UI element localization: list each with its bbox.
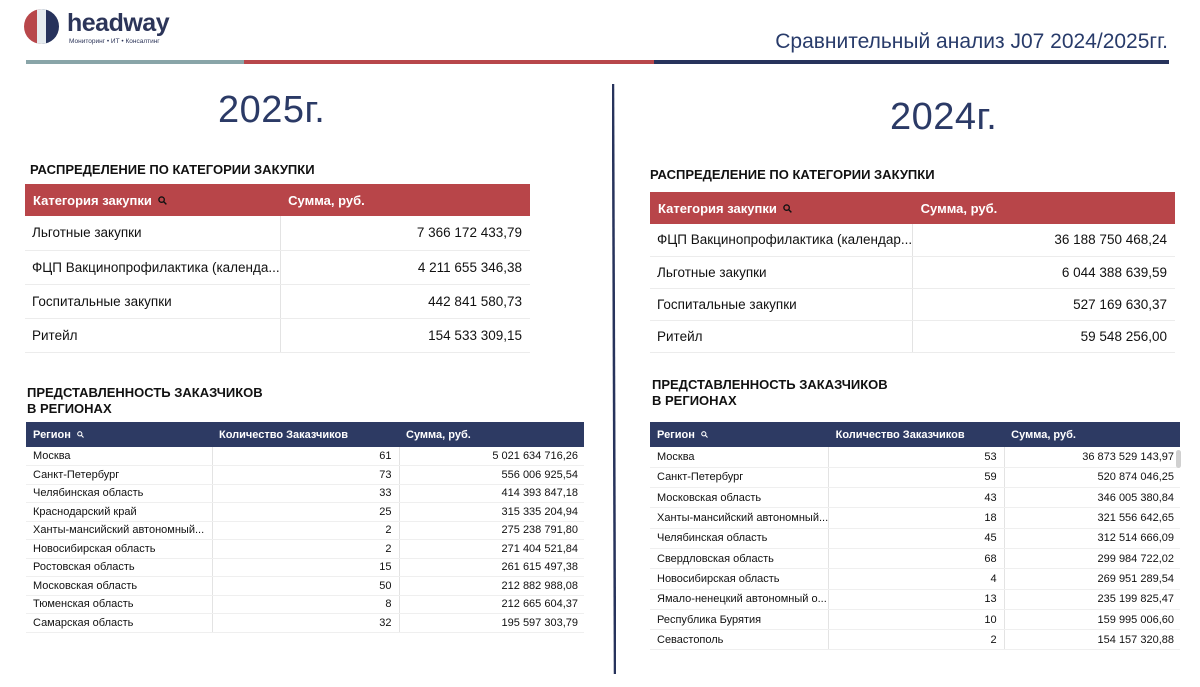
region-count: 59 bbox=[829, 467, 1005, 487]
category-sum: 4 211 655 346,38 bbox=[280, 250, 530, 284]
table-row[interactable] bbox=[26, 503, 584, 522]
search-icon[interactable] bbox=[701, 431, 708, 438]
category-table-2024 bbox=[650, 192, 1175, 353]
table-row[interactable] bbox=[650, 288, 1175, 320]
region-count: 13 bbox=[829, 589, 1005, 609]
region-sum: 212 665 604,37 bbox=[399, 595, 584, 614]
category-name: ФЦП Вакцинопрофилактика (календа... bbox=[25, 250, 280, 284]
table-row[interactable] bbox=[650, 224, 1175, 256]
region-table-header bbox=[650, 422, 1180, 447]
category-section-title-2025: РАСПРЕДЕЛЕНИЕ ПО КАТЕГОРИИ ЗАКУПКИ bbox=[30, 162, 315, 177]
year-heading-2025: 2025г. bbox=[218, 89, 326, 131]
region-name: Челябинская область bbox=[26, 484, 212, 503]
table-row[interactable] bbox=[650, 447, 1180, 467]
table-row[interactable] bbox=[25, 284, 530, 318]
sum-column-header[interactable]: Сумма, руб. bbox=[406, 428, 471, 441]
table-scrollbar[interactable] bbox=[1176, 450, 1181, 468]
region-section-title-2025 bbox=[27, 385, 263, 417]
table-row[interactable] bbox=[650, 467, 1180, 487]
region-sum: 312 514 666,09 bbox=[1004, 528, 1180, 548]
category-section-title-2024: РАСПРЕДЕЛЕНИЕ ПО КАТЕГОРИИ ЗАКУПКИ bbox=[650, 167, 935, 182]
region-sum: 299 984 722,02 bbox=[1004, 548, 1180, 568]
table-row[interactable] bbox=[650, 320, 1175, 352]
category-sum: 36 188 750 468,24 bbox=[913, 224, 1175, 256]
category-name: Льготные закупки bbox=[650, 256, 913, 288]
rule-segment-teal bbox=[26, 60, 244, 64]
count-column-header[interactable]: Количество Заказчиков bbox=[219, 428, 348, 441]
search-icon[interactable] bbox=[158, 196, 167, 205]
year-heading-2024: 2024г. bbox=[890, 96, 998, 138]
region-name: Ростовская область bbox=[26, 558, 212, 577]
region-name: Тюменская область bbox=[26, 595, 212, 614]
region-count: 10 bbox=[829, 609, 1005, 629]
region-name: Московская область bbox=[26, 577, 212, 596]
table-row[interactable] bbox=[25, 318, 530, 352]
region-name: Новосибирская область bbox=[650, 569, 829, 589]
region-name: Ханты-мансийский автономный... bbox=[650, 508, 829, 528]
category-sum: 7 366 172 433,79 bbox=[280, 216, 530, 250]
header-rule bbox=[26, 60, 1169, 65]
category-name: Госпитальные закупки bbox=[25, 284, 280, 318]
table-row[interactable] bbox=[26, 484, 584, 503]
region-sum: 321 556 642,65 bbox=[1004, 508, 1180, 528]
region-count: 25 bbox=[212, 503, 399, 522]
category-sum: 442 841 580,73 bbox=[280, 284, 530, 318]
sum-column-header[interactable]: Сумма, руб. bbox=[1011, 428, 1076, 441]
category-name: Ритейл bbox=[25, 318, 280, 352]
count-column-header[interactable]: Количество Заказчиков bbox=[835, 428, 965, 441]
table-row[interactable] bbox=[650, 569, 1180, 589]
category-name: ФЦП Вакцинопрофилактика (календар... bbox=[650, 224, 913, 256]
region-sum: 212 882 988,08 bbox=[399, 577, 584, 596]
region-name: Новосибирская область bbox=[26, 540, 212, 559]
region-count: 45 bbox=[829, 528, 1005, 548]
table-row[interactable] bbox=[650, 528, 1180, 548]
region-count: 2 bbox=[212, 540, 399, 559]
region-title-line-1: ПРЕДСТАВЛЕННОСТЬ ЗАКАЗЧИКОВ bbox=[27, 385, 263, 400]
rule-segment-red bbox=[244, 60, 654, 64]
table-row[interactable] bbox=[26, 614, 584, 633]
region-sum: 520 874 046,25 bbox=[1004, 467, 1180, 487]
region-column-header[interactable]: Регион bbox=[26, 422, 212, 447]
table-row[interactable] bbox=[650, 589, 1180, 609]
region-count: 73 bbox=[212, 466, 399, 485]
table-row[interactable] bbox=[650, 508, 1180, 528]
table-row[interactable] bbox=[26, 466, 584, 485]
region-name: Ханты-мансийский автономный... bbox=[26, 521, 212, 540]
region-table-2024 bbox=[650, 422, 1180, 650]
logo-name: headway bbox=[67, 9, 170, 37]
region-title-line-2: В РЕГИОНАХ bbox=[27, 401, 112, 416]
table-row[interactable] bbox=[650, 609, 1180, 629]
sum-column-header[interactable]: Сумма, руб. bbox=[288, 192, 365, 208]
category-table-header bbox=[25, 184, 530, 216]
table-row[interactable] bbox=[26, 521, 584, 540]
table-row[interactable] bbox=[26, 447, 584, 466]
region-count: 50 bbox=[212, 577, 399, 596]
region-name: Москва bbox=[26, 447, 212, 466]
column-divider bbox=[612, 84, 616, 674]
region-count: 33 bbox=[212, 484, 399, 503]
region-sum: 261 615 497,38 bbox=[399, 558, 584, 577]
region-name: Свердловская область bbox=[650, 548, 829, 568]
region-sum: 414 393 847,18 bbox=[399, 484, 584, 503]
category-column-header[interactable]: Категория закупки bbox=[650, 192, 913, 224]
region-sum: 315 335 204,94 bbox=[399, 503, 584, 522]
region-name: Самарская область bbox=[26, 614, 212, 633]
region-title-line-1: ПРЕДСТАВЛЕННОСТЬ ЗАКАЗЧИКОВ bbox=[652, 377, 888, 392]
category-sum: 527 169 630,37 bbox=[913, 288, 1175, 320]
page-title: Сравнительный анализ J07 2024/2025гг. bbox=[775, 30, 1168, 53]
category-name: Госпитальные закупки bbox=[650, 288, 913, 320]
region-name: Севастополь bbox=[650, 630, 829, 650]
category-name: Льготные закупки bbox=[25, 216, 280, 250]
category-sum: 6 044 388 639,59 bbox=[913, 256, 1175, 288]
table-row[interactable] bbox=[25, 216, 530, 250]
logo-mark-icon bbox=[24, 9, 59, 44]
region-count: 32 bbox=[212, 614, 399, 633]
region-title-line-2: В РЕГИОНАХ bbox=[652, 393, 737, 408]
region-sum: 5 021 634 716,26 bbox=[399, 447, 584, 466]
logo-tagline: Мониторинг • ИТ • Консалтинг bbox=[69, 38, 160, 45]
region-sum: 195 597 303,79 bbox=[399, 614, 584, 633]
region-name: Санкт-Петербург bbox=[650, 467, 829, 487]
table-row[interactable] bbox=[26, 595, 584, 614]
region-count: 68 bbox=[829, 548, 1005, 568]
sum-column-header[interactable]: Сумма, руб. bbox=[920, 200, 998, 216]
region-count: 18 bbox=[829, 508, 1005, 528]
category-name: Ритейл bbox=[650, 320, 913, 352]
category-table-2025 bbox=[25, 184, 530, 353]
region-sum: 159 995 006,60 bbox=[1004, 609, 1180, 629]
region-column-header[interactable]: Регион bbox=[650, 422, 829, 447]
region-sum: 346 005 380,84 bbox=[1004, 488, 1180, 508]
region-count: 2 bbox=[829, 630, 1005, 650]
region-section-title-2024 bbox=[652, 377, 888, 409]
category-sum: 59 548 256,00 bbox=[913, 320, 1175, 352]
category-sum: 154 533 309,15 bbox=[280, 318, 530, 352]
region-sum: 271 404 521,84 bbox=[399, 540, 584, 559]
table-row[interactable] bbox=[25, 250, 530, 284]
region-count: 61 bbox=[212, 447, 399, 466]
rule-segment-navy bbox=[654, 60, 1169, 64]
table-row[interactable] bbox=[650, 488, 1180, 508]
region-count: 15 bbox=[212, 558, 399, 577]
category-table-header bbox=[650, 192, 1175, 224]
region-name: Москва bbox=[650, 447, 829, 467]
region-count: 53 bbox=[829, 447, 1005, 467]
category-column-header[interactable]: Категория закупки bbox=[25, 184, 280, 216]
region-name: Московская область bbox=[650, 488, 829, 508]
table-row[interactable] bbox=[650, 548, 1180, 568]
region-count: 8 bbox=[212, 595, 399, 614]
region-name: Челябинская область bbox=[650, 528, 829, 548]
table-row[interactable] bbox=[26, 540, 584, 559]
region-sum: 36 873 529 143,97 bbox=[1004, 447, 1180, 467]
region-sum: 269 951 289,54 bbox=[1004, 569, 1180, 589]
region-name: Краснодарский край bbox=[26, 503, 212, 522]
region-sum: 235 199 825,47 bbox=[1004, 589, 1180, 609]
search-icon[interactable] bbox=[77, 431, 84, 438]
region-name: Санкт-Петербург bbox=[26, 466, 212, 485]
region-name: Республика Бурятия bbox=[650, 609, 829, 629]
region-sum: 154 157 320,88 bbox=[1004, 630, 1180, 650]
region-count: 4 bbox=[829, 569, 1005, 589]
region-table-header bbox=[26, 422, 584, 447]
region-sum: 275 238 791,80 bbox=[399, 521, 584, 540]
region-count: 43 bbox=[829, 488, 1005, 508]
table-row[interactable] bbox=[26, 577, 584, 596]
table-row[interactable] bbox=[26, 558, 584, 577]
table-row[interactable] bbox=[650, 256, 1175, 288]
search-icon[interactable] bbox=[783, 204, 792, 213]
region-count: 2 bbox=[212, 521, 399, 540]
region-sum: 556 006 925,54 bbox=[399, 466, 584, 485]
headway-logo bbox=[24, 9, 174, 49]
region-table-2025 bbox=[26, 422, 584, 633]
table-row[interactable] bbox=[650, 630, 1180, 650]
region-name: Ямало-ненецкий автономный о... bbox=[650, 589, 829, 609]
